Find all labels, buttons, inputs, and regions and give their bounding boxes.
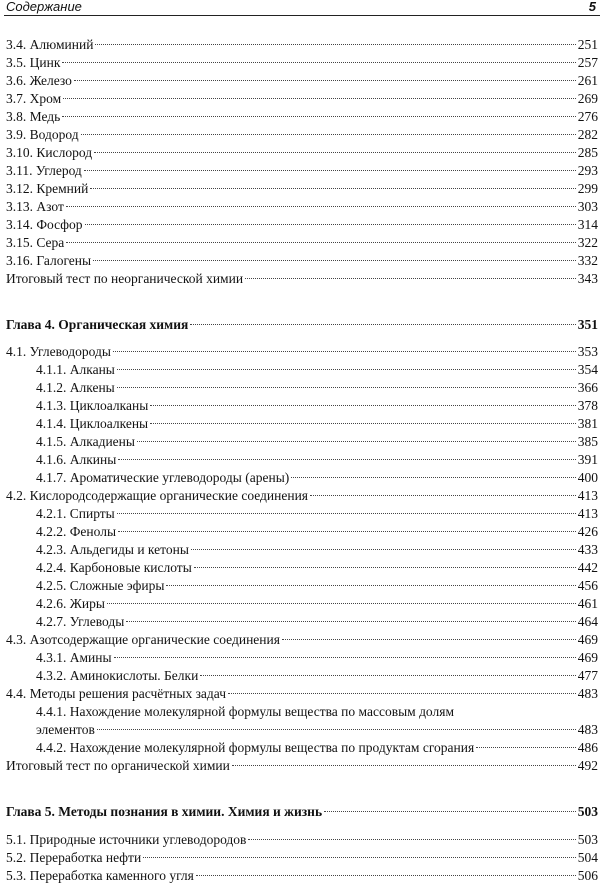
toc-subentry[interactable] [6, 577, 598, 595]
toc-entry-title: 4.1.6. Алкины [36, 452, 117, 467]
toc-entry[interactable] [6, 180, 598, 198]
toc-entry[interactable] [6, 90, 598, 108]
toc-entry-title: 3.11. Углерод [6, 163, 82, 178]
toc-entry-page: 293 [577, 163, 598, 178]
toc-entry-title: 4.3.1. Амины [36, 650, 112, 665]
toc-entry[interactable] [6, 162, 598, 180]
running-title: Содержание [6, 0, 82, 14]
toc-entry-title: 4.2. Кислородсодержащие органические соединения [6, 488, 309, 503]
toc-entry-page: 469 [577, 650, 598, 665]
toc-entry[interactable] [6, 108, 598, 126]
toc-entry-title: 3.8. Медь [6, 109, 61, 124]
toc-entry[interactable] [6, 757, 598, 775]
toc-entry[interactable] [6, 270, 598, 288]
toc-entry-page: 299 [577, 181, 598, 196]
toc-entry-title: 4.1.5. Алкадиены [36, 434, 135, 449]
toc-entry[interactable] [6, 126, 598, 144]
toc-entry-page: 385 [577, 434, 598, 449]
toc-entry-page: 426 [577, 524, 598, 539]
toc-entry-title: 4.1.4. Циклоалкены [36, 416, 149, 431]
toc-entry-title: 3.16. Галогены [6, 253, 92, 268]
toc-entry-title: 4.2.3. Альдегиды и кетоны [36, 542, 189, 557]
toc-entry[interactable] [6, 831, 598, 849]
toc-entry-page: 506 [577, 868, 598, 883]
toc-entry[interactable] [6, 252, 598, 270]
toc-subentry[interactable] [6, 667, 598, 685]
toc-entry-title: Итоговый тест по органической химии [6, 758, 230, 773]
toc-entry-title: 4.2.7. Углеводы [36, 614, 125, 629]
toc-subentry[interactable] [6, 739, 598, 757]
toc-entry-page: 391 [577, 452, 598, 467]
toc-entry-page: 282 [577, 127, 598, 142]
toc-entry-page: 261 [577, 73, 598, 88]
toc-entry-title: 3.4. Алюминий [6, 37, 94, 52]
toc-entry-page: 456 [577, 578, 598, 593]
toc-chapter-title: Глава 5. Методы познания в химии. Химия и жизнь [6, 804, 323, 819]
toc-entry[interactable] [6, 72, 598, 90]
page-header [4, 0, 600, 16]
toc-entry-page: 366 [577, 380, 598, 395]
toc-entry-title: 3.5. Цинк [6, 55, 61, 70]
toc-chapter[interactable] [6, 316, 598, 334]
toc-entry-title: 4.3. Азотсодержащие органические соединения [6, 632, 280, 647]
toc-entry[interactable] [6, 631, 598, 649]
toc-entry-page: 343 [577, 271, 598, 286]
toc-entry-title: 5.2. Переработка нефти [6, 850, 142, 865]
toc-subentry[interactable] [6, 613, 598, 631]
toc-entry-page: 303 [577, 199, 598, 214]
toc-entry-title: 4.2.5. Сложные эфиры [36, 578, 165, 593]
toc-entry-page: 251 [577, 37, 598, 52]
toc-entry-page: 433 [577, 542, 598, 557]
toc-entry[interactable] [6, 849, 598, 867]
toc-entry-page: 332 [577, 253, 598, 268]
toc-subentry[interactable] [6, 541, 598, 559]
toc-entry-title: 3.13. Азот [6, 199, 64, 214]
toc-entry-title: 4.4.2. Нахождение молекулярной формулы вещества по продуктам сгорания [36, 740, 475, 755]
toc-entry-page: 483 [577, 722, 598, 737]
toc-entry-page: 461 [577, 596, 598, 611]
toc-entry-title: 3.7. Хром [6, 91, 62, 106]
toc-entry-title: 4.2.1. Спирты [36, 506, 115, 521]
toc-entry-title: 4.1.2. Алкены [36, 380, 115, 395]
toc-chapter-title: Глава 4. Органическая химия [6, 317, 189, 332]
toc-entry[interactable] [6, 343, 598, 361]
toc-entry[interactable] [6, 216, 598, 234]
toc-entry-title-continued: элементов [36, 722, 95, 737]
toc-entry-page: 492 [577, 758, 598, 773]
toc-entry[interactable] [6, 867, 598, 885]
toc-entry-page: 413 [577, 488, 598, 503]
toc-subentry[interactable] [6, 469, 598, 487]
toc-entry-title: 4.1.1. Алканы [36, 362, 115, 377]
toc-entry-page: 257 [577, 55, 598, 70]
toc-entry-title: 4.4. Методы решения расчётных задач [6, 686, 227, 701]
toc-entry-title: 4.1.7. Ароматические углеводороды (арены) [36, 470, 290, 485]
toc-entry-page: 314 [577, 217, 598, 232]
toc-entry-page: 322 [577, 235, 598, 250]
toc-entry-title: 4.3.2. Аминокислоты. Белки [36, 668, 199, 683]
toc-entry[interactable] [6, 54, 598, 72]
toc-entry-page: 276 [577, 109, 598, 124]
toc-chapter-page: 351 [577, 317, 598, 332]
toc-entry-page: 378 [577, 398, 598, 413]
toc-entry-page: 381 [577, 416, 598, 431]
toc-entry-page: 413 [577, 506, 598, 521]
toc-entry-title: 3.12. Кремний [6, 181, 89, 196]
toc-subentry[interactable] [6, 559, 598, 577]
toc-entry-page: 469 [577, 632, 598, 647]
toc-entry[interactable] [6, 234, 598, 252]
toc-entry[interactable] [6, 198, 598, 216]
toc-subentry[interactable] [6, 703, 598, 737]
toc-entry-title: 3.14. Фосфор [6, 217, 83, 232]
toc-entry-page: 285 [577, 145, 598, 160]
toc-subentry[interactable] [6, 523, 598, 541]
toc-subentry[interactable] [6, 379, 598, 397]
toc-entry-title: 4.1. Углеводороды [6, 344, 111, 359]
toc-entry-title: 3.15. Сера [6, 235, 65, 250]
toc-subentry[interactable] [6, 451, 598, 469]
page-number: 5 [588, 0, 596, 14]
toc-entry-page: 442 [577, 560, 598, 575]
toc-entry-page: 503 [577, 832, 598, 847]
toc-chapter-page: 503 [577, 804, 598, 819]
toc-entry-title: Итоговый тест по неорганической химии [6, 271, 244, 286]
toc-entry-page: 483 [577, 686, 598, 701]
toc-subentry[interactable] [6, 595, 598, 613]
toc-entry-title: 3.10. Кислород [6, 145, 93, 160]
toc-entry-page: 486 [577, 740, 598, 755]
toc-subentry[interactable] [6, 505, 598, 523]
toc-entry-title: 4.2.6. Жиры [36, 596, 105, 611]
toc-entry-title: 4.2.4. Карбоновые кислоты [36, 560, 192, 575]
toc-chapter[interactable] [6, 803, 598, 821]
toc-entry[interactable] [6, 36, 598, 54]
toc-subentry[interactable] [6, 433, 598, 451]
toc-entry-page: 269 [577, 91, 598, 106]
toc-entry-page: 504 [577, 850, 598, 865]
toc-subentry[interactable] [6, 415, 598, 433]
toc-entry-page: 464 [577, 614, 598, 629]
toc-entry-title: 5.1. Природные источники углеводородов [6, 832, 247, 847]
toc-entry[interactable] [6, 487, 598, 505]
toc-entry-title: 4.1.3. Циклоалканы [36, 398, 149, 413]
toc-entry-title: 3.6. Железо [6, 73, 72, 88]
toc-entry-page: 400 [577, 470, 598, 485]
toc-subentry[interactable] [6, 649, 598, 667]
toc-entry-title: 5.3. Переработка каменного угля [6, 868, 194, 883]
toc-entry[interactable] [6, 685, 598, 703]
toc-subentry[interactable] [6, 361, 598, 379]
toc-entry[interactable] [6, 144, 598, 162]
toc-entry-page: 354 [577, 362, 598, 377]
toc-entry-page: 477 [577, 668, 598, 683]
toc-entry-page: 353 [577, 344, 598, 359]
toc-entry-title: 4.4.1. Нахождение молекулярной формулы вещества по массовым долям [36, 704, 454, 719]
toc-entry-title: 4.2.2. Фенолы [36, 524, 117, 539]
toc-entry-title: 3.9. Водород [6, 127, 79, 142]
toc-subentry[interactable] [6, 397, 598, 415]
